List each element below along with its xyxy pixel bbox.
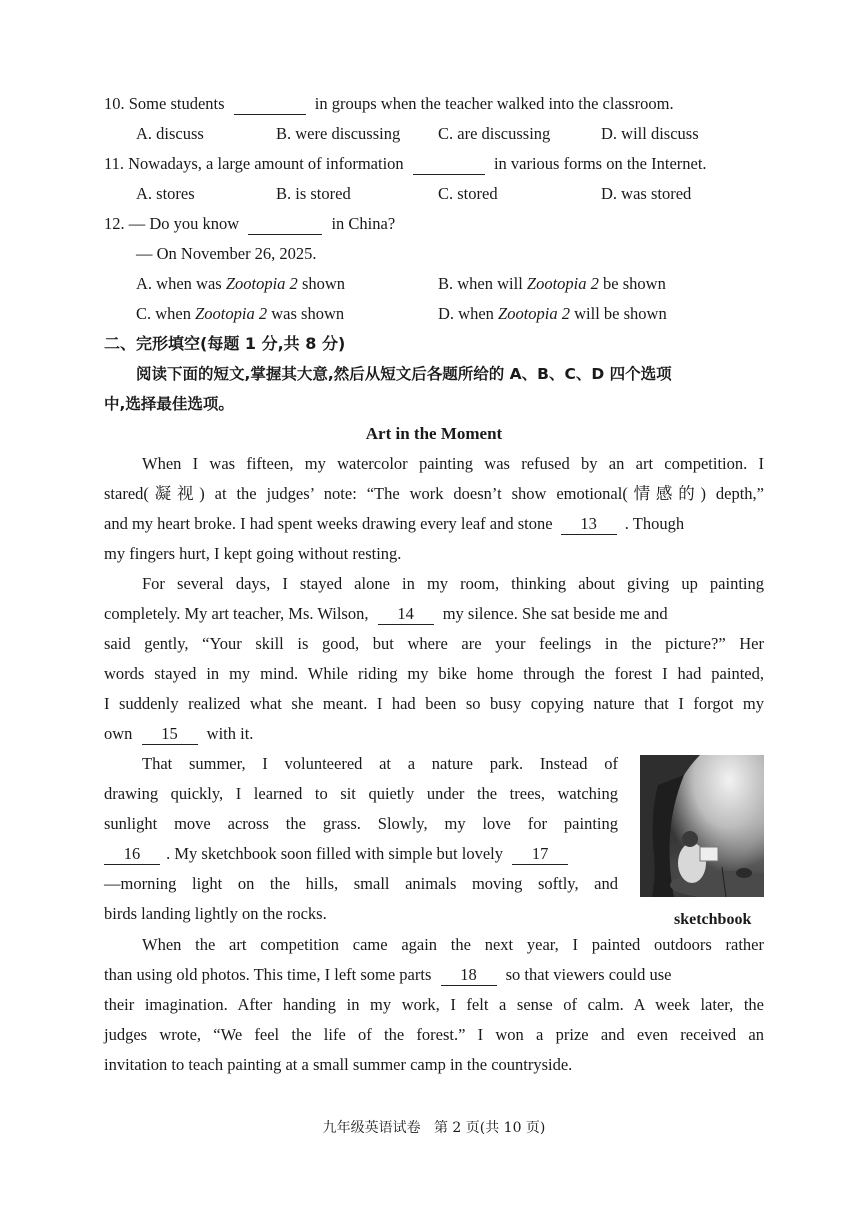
q12-option-c-post: was shown bbox=[267, 304, 345, 323]
p4-line5: invitation to teach painting at a small summer camp in the countryside. bbox=[104, 1055, 573, 1074]
p4-line2 bbox=[104, 965, 672, 986]
p2-line5: I suddenly realized what she meant. I had been so busy copying nature that I forgot my bbox=[104, 694, 764, 713]
q11-blank bbox=[413, 154, 485, 175]
section-heading: 二、完形填空(每题 1 分,共 8 分) bbox=[104, 334, 346, 353]
p1-line3-text: and my heart broke. I had spent weeks drawing every leaf and stone bbox=[104, 514, 553, 533]
q12-option-c-title: Zootopia 2 bbox=[195, 304, 268, 323]
q11-option-a: A. stores bbox=[136, 184, 195, 203]
q12-option-d-post: will be shown bbox=[570, 304, 667, 323]
p2-line2 bbox=[104, 604, 668, 625]
q11-stem-b: in various forms on the Internet. bbox=[493, 154, 707, 173]
p3-line2: drawing quickly, I learned to sit quietly under the trees, watching bbox=[104, 784, 618, 803]
blank-17: 17 bbox=[512, 844, 568, 865]
p3-line4-text: . My sketchbook soon filled with simple but lovely bbox=[166, 844, 503, 863]
p2-line6-text: own bbox=[104, 724, 133, 743]
p4-line2-end: so that viewers could use bbox=[505, 965, 672, 984]
sketchbook-label: sketchbook bbox=[674, 911, 752, 928]
q12-option-c bbox=[136, 304, 344, 324]
q12-option-a-post: shown bbox=[297, 274, 346, 293]
page-footer: 九年级英语试卷 第 2 页(共 10 页) bbox=[322, 1120, 546, 1136]
q10-stem bbox=[104, 94, 674, 115]
p4-line3: their imagination. After handing in my work, I felt a sense of calm. A week later, the bbox=[104, 995, 764, 1014]
q12-option-a bbox=[136, 274, 345, 294]
q12-option-d-pre: D. when bbox=[438, 304, 499, 323]
q12-answer: — On November 26, 2025. bbox=[136, 244, 317, 263]
q10-stem-b: in groups when the teacher walked into the classroom. bbox=[314, 94, 674, 113]
p3-line3: sunlight move across the grass. Slowly, my love for painting bbox=[104, 814, 618, 833]
p1-line3-end: . Though bbox=[624, 514, 685, 533]
q12-option-d bbox=[438, 304, 667, 324]
q12-stem-a: 12. — Do you know bbox=[104, 214, 240, 233]
p4-line4: judges wrote, “We feel the life of the forest.” I won a prize and even received an bbox=[104, 1025, 764, 1044]
q12-option-b-title: Zootopia 2 bbox=[526, 274, 599, 293]
p3-line4 bbox=[104, 844, 568, 865]
illustration-drawing bbox=[640, 755, 764, 897]
q10-blank bbox=[234, 94, 306, 115]
q11-stem bbox=[104, 154, 707, 175]
passage-title: Art in the Moment bbox=[365, 424, 503, 443]
q12-option-d-title: Zootopia 2 bbox=[498, 304, 571, 323]
blank-14: 14 bbox=[378, 604, 434, 625]
blank-16: 16 bbox=[104, 844, 160, 865]
q12-blank bbox=[248, 214, 322, 235]
q10-option-a: A. discuss bbox=[136, 124, 204, 143]
q10-stem-a: 10. Some students bbox=[104, 94, 225, 113]
p1-line1: When I was fifteen, my watercolor painting was refused by an art competition. I bbox=[142, 454, 764, 473]
p4-line1: When the art competition came again the next year, I painted outdoors rather bbox=[142, 935, 764, 954]
blank-15: 15 bbox=[142, 724, 198, 745]
p1-line4: my fingers hurt, I kept going without resting. bbox=[104, 544, 402, 563]
q10-option-d: D. will discuss bbox=[601, 124, 699, 143]
q12-option-a-title: Zootopia 2 bbox=[225, 274, 298, 293]
q10-option-c: C. are discussing bbox=[438, 124, 551, 143]
blank-18: 18 bbox=[441, 965, 497, 986]
q12-option-b-post: be shown bbox=[598, 274, 666, 293]
q12-option-b-pre: B. when will bbox=[438, 274, 527, 293]
p2-line6-end: with it. bbox=[206, 724, 254, 743]
p2-line4: words stayed in my mind. While riding my bike home through the forest I had painted, bbox=[104, 664, 764, 683]
p1-line2: stared(凝视) at the judges’ note: “The work doesn’t show emotional(情感的) depth,” bbox=[104, 484, 764, 503]
p2-line6 bbox=[104, 724, 253, 745]
section-instruction-line1: 阅读下面的短文,掌握其大意,然后从短文后各题所给的 A、B、C、D 四个选项 bbox=[136, 365, 672, 383]
p3-line5: —morning light on the hills, small animals moving softly, and bbox=[104, 874, 618, 893]
blank-13: 13 bbox=[561, 514, 617, 535]
q11-option-d: D. was stored bbox=[601, 184, 692, 203]
q12-stem-b: in China? bbox=[331, 214, 396, 233]
p4-line2-text: than using old photos. This time, I left some parts bbox=[104, 965, 432, 984]
p2-line3: said gently, “Your skill is good, but where are your feelings in the picture?” Her bbox=[104, 634, 764, 653]
sketchbook-illustration bbox=[640, 755, 764, 897]
q11-stem-a: 11. Nowadays, a large amount of information bbox=[104, 154, 404, 173]
q10-option-b: B. were discussing bbox=[276, 124, 401, 143]
q11-option-b: B. is stored bbox=[276, 184, 351, 203]
p3-line6: birds landing lightly on the rocks. bbox=[104, 904, 327, 923]
q12-stem bbox=[104, 214, 395, 235]
q12-option-b bbox=[438, 274, 666, 294]
p3-line1: That summer, I volunteered at a nature park. Instead of bbox=[142, 754, 618, 773]
section-instruction-line2: 中,选择最佳选项。 bbox=[104, 395, 234, 413]
q11-option-c: C. stored bbox=[438, 184, 498, 203]
p1-line3 bbox=[104, 514, 684, 535]
p2-line2-text: completely. My art teacher, Ms. Wilson, bbox=[104, 604, 369, 623]
q12-option-c-pre: C. when bbox=[136, 304, 196, 323]
p2-line2-end: my silence. She sat beside me and bbox=[442, 604, 668, 623]
p2-line1: For several days, I stayed alone in my room, thinking about giving up painting bbox=[142, 574, 764, 593]
q12-option-a-pre: A. when was bbox=[136, 274, 226, 293]
